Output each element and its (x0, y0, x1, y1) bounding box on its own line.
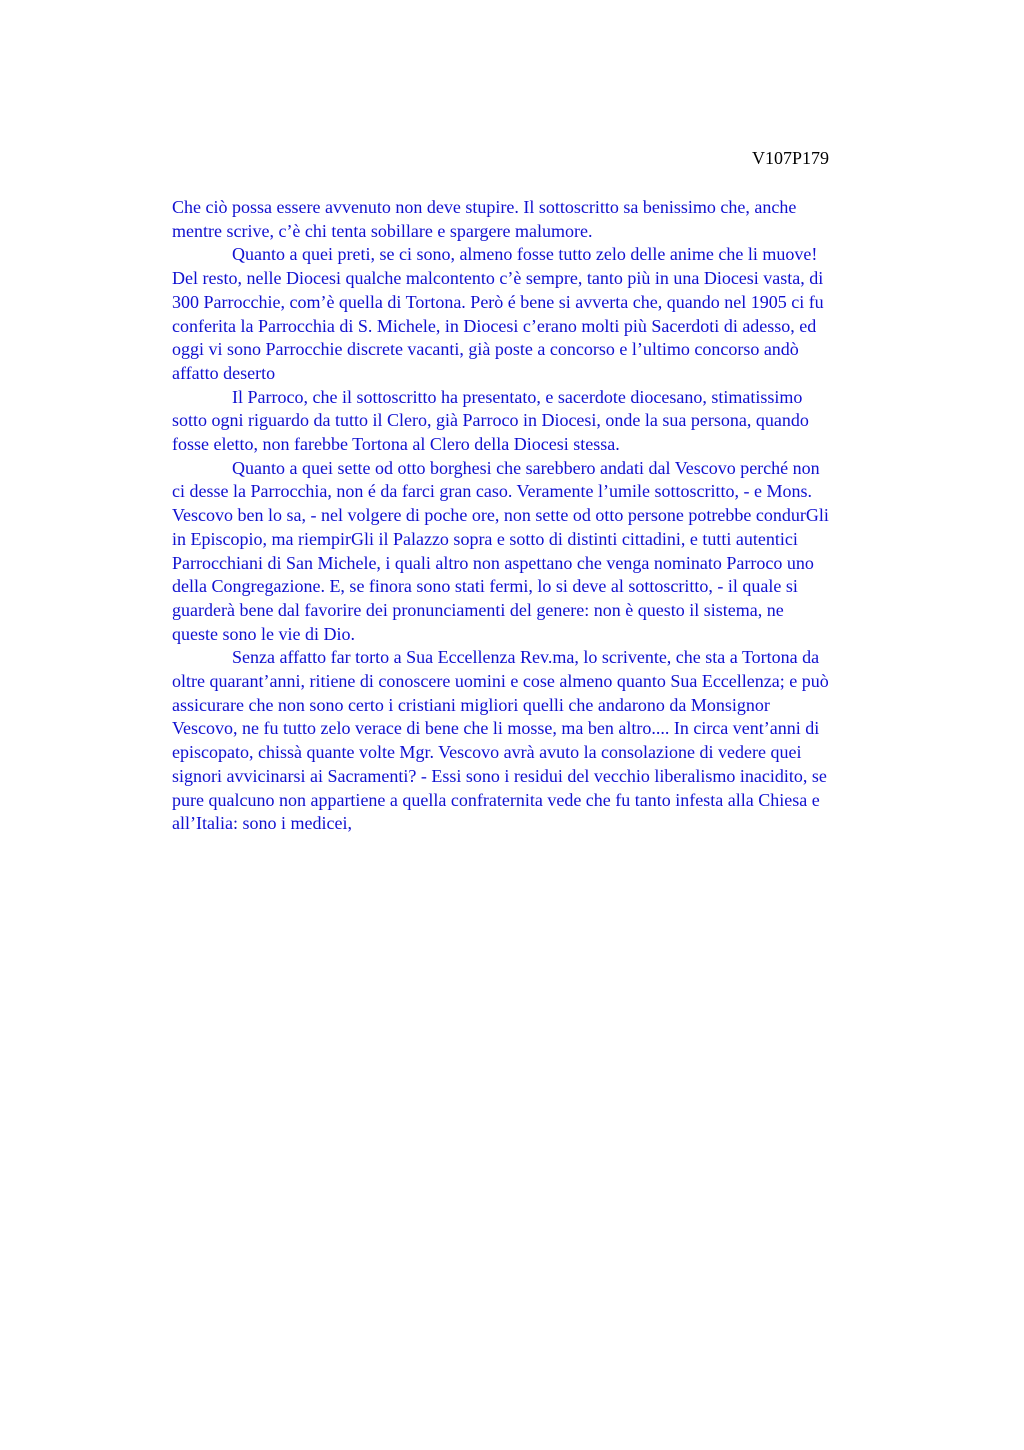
text-line: 300 Parrocchie, com’è quella di Tortona. Però é bene si avverta che, quando nel 1905 ci fu (172, 291, 824, 312)
text-line: ci desse la Parrocchia, non é da farci gran caso. Veramente l’umile sottoscritto, - e Mons. (172, 481, 812, 502)
text-line: in Episcopio, ma riempirGli il Palazzo sopra e sotto di distinti cittadini, e tutti autentici (172, 528, 798, 549)
text-line: pure qualcuno non appartiene a quella confraternita vede che fu tanto infesta alla Chiesa e (172, 789, 820, 810)
page-id: V107P179 (752, 148, 830, 168)
text-line: all’Italia: sono i medicei, (172, 813, 352, 834)
text-line: Quanto a quei preti, se ci sono, almeno fosse tutto zelo delle anime che li muove! (232, 244, 818, 265)
text-line: Vescovo, ne fu tutto zelo verace di bene che li mosse, ma ben altro.... In circa vent’anni di (172, 718, 820, 739)
text-line: Del resto, nelle Diocesi qualche malcontento c’è sempre, tanto più in una Diocesi vasta, di (172, 268, 824, 289)
text-line: assicurare che non sono certo i cristiani migliori quelli che andarono da Monsignor (172, 694, 770, 715)
text-line: oggi vi sono Parrocchie discrete vacanti, già poste a concorso e l’ultimo concorso andò (172, 339, 799, 360)
text-line: fosse eletto, non farebbe Tortona al Clero della Diocesi stessa. (172, 434, 620, 455)
text-line: Vescovo ben lo sa, - nel volgere di poche ore, non sette od otto persone potrebbe condurGli (172, 505, 829, 526)
text-line: Senza affatto far torto a Sua Eccellenza Rev.ma, lo scrivente, che sta a Tortona da (232, 647, 820, 668)
text-line: della Congregazione. E, se finora sono stati fermi, lo si deve al sottoscritto, - il quale si (172, 576, 798, 597)
text-line: mentre scrive, c’è chi tenta sobillare e spargere malumore. (172, 220, 593, 241)
text-line: Il Parroco, che il sottoscritto ha presentato, e sacerdote diocesano, stimatissimo (232, 386, 803, 407)
text-line: queste sono le vie di Dio. (172, 623, 355, 644)
text-line: oltre quarant’anni, ritiene di conoscere uomini e cose almeno quanto Sua Eccellenza; e può (172, 671, 829, 692)
text-line: conferita la Parrocchia di S. Michele, in Diocesi c’erano molti più Sacerdoti di adesso, ed (172, 315, 817, 336)
text-line: Quanto a quei sette od otto borghesi che sarebbero andati dal Vescovo perché non (232, 457, 820, 478)
text-line: episcopato, chissà quante volte Mgr. Vescovo avrà avuto la consolazione di vedere quei (172, 742, 802, 763)
text-line: signori avvicinarsi ai Sacramenti? - Essi sono i residui del vecchio liberalismo inacidito, se (172, 765, 827, 786)
document-body (172, 196, 932, 836)
text-line: guarderà bene dal favorire dei pronunciamenti del genere: non è questo il sistema, ne (172, 599, 784, 620)
text-line: affatto deserto (172, 362, 276, 383)
text-line: Parrocchiani di San Michele, i quali altro non aspettano che venga nominato Parroco uno (172, 552, 814, 573)
text-line: Che ciò possa essere avvenuto non deve stupire. Il sottoscritto sa benissimo che, anche (172, 197, 797, 217)
text-line: sotto ogni riguardo da tutto il Clero, già Parroco in Diocesi, onde la sua persona, quando (172, 410, 809, 431)
